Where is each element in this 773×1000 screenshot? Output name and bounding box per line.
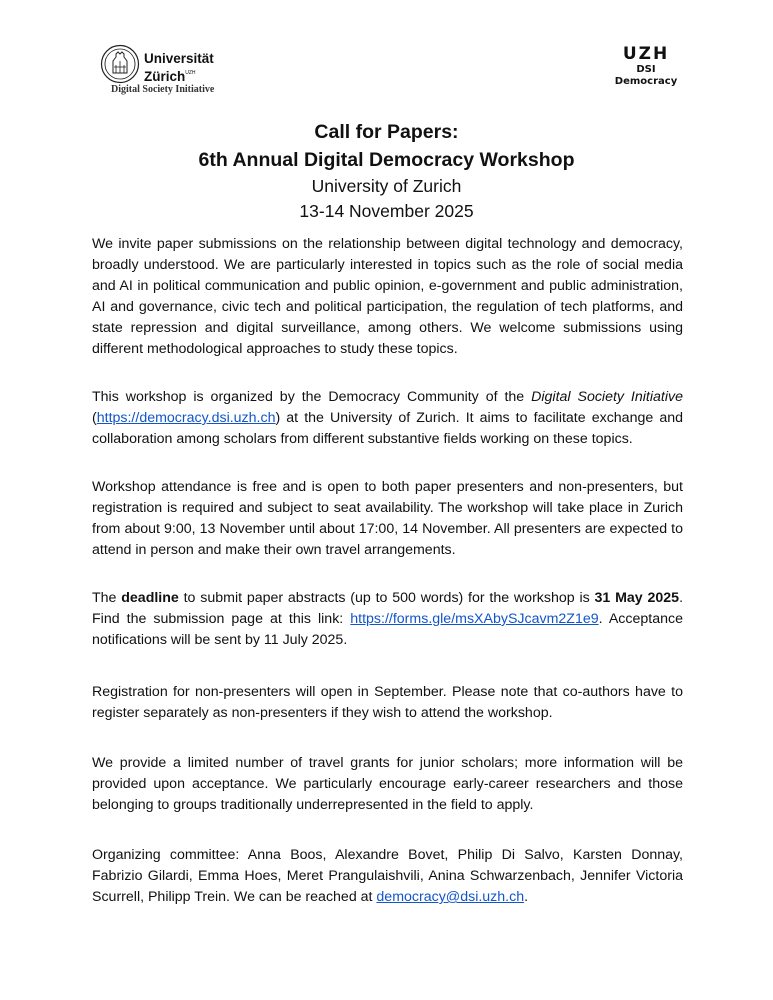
- title-block: [0, 118, 773, 224]
- venue: University of Zurich: [311, 176, 462, 196]
- event-dates: 13-14 November 2025: [299, 201, 474, 221]
- university-name-line2: [144, 66, 214, 84]
- university-logo: [100, 44, 290, 100]
- text-span: Organizing committee: Anna Boos, Alexandre Bovet, Philip Di Salvo, Karsten Donnay, Fabrizio Gilardi, Emma Hoes, Meret Prangulaishvili, Anina Schwarzenbach, Jennifer Victoria Scurrell, Philipp Trein. We can be reached at: [92, 847, 683, 905]
- university-superscript: UZH: [185, 70, 196, 76]
- page-title: Call for Papers:: [314, 121, 459, 143]
- page-header: [0, 0, 773, 110]
- text-span: ) at the University of Zurich. It aims to facilitate exchange and collaboration among scholars from different substantive fields working on these topics.: [92, 410, 683, 447]
- paragraph-organizers: [92, 387, 683, 450]
- paragraph-intro: We invite paper submissions on the relationship between digital technology and democracy, broadly understood. We are particularly interested in topics such as the role of social media and AI in political communication and public opinion, e-government and public administration, AI and governance, civic tech and political participation, the regulation of tech platforms, and state repression and digital surveillance, among others. We welcome submissions using different methodological approaches to study these topics.: [92, 236, 683, 357]
- university-name-line1: Universität: [144, 51, 214, 66]
- university-seal-icon: [100, 44, 140, 84]
- paragraph-attendance: Workshop attendance is free and is open to both paper presenters and non-presenters, but registration is required and subject to seat availability. The workshop will take place in Zurich from about 9:00, 13 November until about 17:00, 14 November. All presenters are expected to attend in person and make their own travel arrangements.: [92, 479, 683, 558]
- paragraph-registration: Registration for non-presenters will open in September. Please note that co-authors have to register separately as non-presenters if they wish to attend the workshop.: [92, 684, 683, 721]
- initiative-name: Digital Society Initiative: [111, 84, 215, 95]
- text-span: . Acceptance notifications will be sent by 11 July 2025.: [92, 611, 683, 648]
- uzh-wordmark: UZH: [622, 44, 670, 64]
- contact-email-link[interactable]: democracy@dsi.uzh.ch: [376, 889, 525, 905]
- democracy-website-link[interactable]: https://democracy.dsi.uzh.ch: [96, 410, 276, 426]
- university-name: [144, 51, 214, 84]
- submission-form-link[interactable]: https://forms.gle/msXAbySJcavm2Z1e9: [350, 611, 599, 627]
- university-city: Zürich: [144, 69, 186, 84]
- text-span: . Find the submission page at this link:: [92, 590, 684, 627]
- text-span: (: [92, 410, 97, 426]
- paragraph-deadline: [92, 588, 683, 651]
- deadline-label: deadline: [121, 590, 179, 606]
- deadline-date: 31 May 2025: [594, 590, 680, 606]
- uzh-sub-dsi: DSI: [636, 64, 656, 75]
- dsi-name: Digital Society Initiative: [531, 389, 683, 405]
- paragraph-committee: [92, 845, 683, 908]
- workshop-title: 6th Annual Digital Democracy Workshop: [198, 149, 575, 171]
- text-span: to submit paper abstracts (up to 500 words) for the workshop is: [178, 590, 595, 606]
- text-span: This workshop is organized by the Democracy Community of the: [92, 389, 532, 405]
- paragraph-travel-grants: We provide a limited number of travel grants for junior scholars; more information will be provided upon acceptance. We particularly encourage early-career researchers and those belonging to groups traditionally underrepresented in the field to apply.: [92, 755, 683, 813]
- text-span: .: [524, 889, 529, 905]
- text-span: The: [92, 590, 122, 606]
- uzh-sub-democracy: Democracy: [614, 76, 678, 87]
- uzh-dsi-logo: [611, 44, 681, 88]
- document-body: [92, 234, 683, 908]
